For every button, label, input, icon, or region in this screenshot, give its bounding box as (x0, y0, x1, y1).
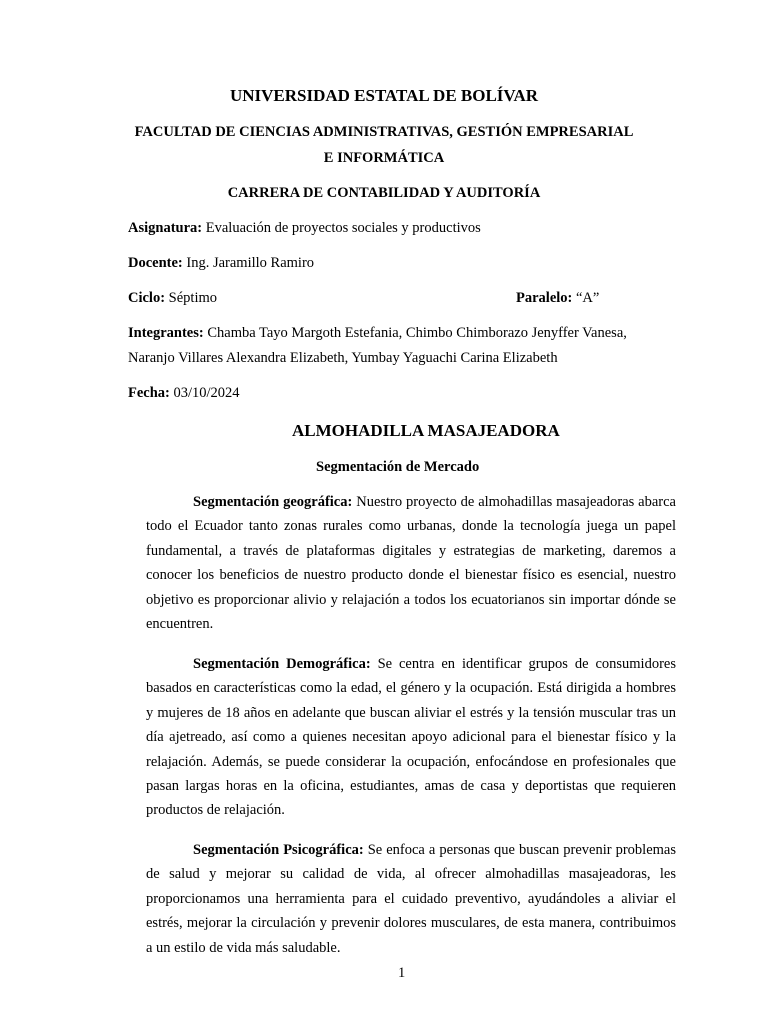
parallel-label: Paralelo: (516, 290, 573, 306)
members-line-1 (128, 325, 627, 342)
page-number: 1 (398, 965, 406, 981)
section-title: Segmentación de Mercado (316, 459, 480, 475)
members-line-2: Naranjo Villares Alexandra Elizabeth, Yumbay Yaguachi Carina Elizabeth (128, 350, 558, 366)
paragraph-label: Segmentación Demográfica: (193, 656, 371, 672)
paragraph-text: Nuestro proyecto de almohadillas masajeadoras abarca todo el Ecuador tanto zonas rurales como urbanas, donde la tecnología juega un papel fundamental, a través de plataformas digitales y estrategias de marketing, daremos a conocer los beneficios de nuestro producto donde el bienestar físico es esencial, nuestro objetivo es proporcionar alivio y relajación a todos los ecuatorianos sin importar dónde se encuentren. (146, 494, 676, 633)
paragraph-demographic (146, 652, 676, 823)
teacher-line (128, 255, 314, 272)
date-line (128, 385, 240, 402)
cycle-line (128, 290, 217, 307)
faculty-line-2: E INFORMÁTICA (323, 150, 445, 166)
parallel-line (516, 290, 599, 307)
document-title: ALMOHADILLA MASAJEADORA (292, 421, 560, 440)
members-value-1: Chamba Tayo Margoth Estefania, Chimbo Chimborazo Jenyffer Vanesa, (203, 325, 627, 341)
date-value: 03/10/2024 (169, 385, 240, 401)
subject-value: Evaluación de proyectos sociales y productivos (202, 220, 481, 236)
members-label: Integrantes: (128, 325, 204, 341)
cycle-value: Séptimo (165, 290, 218, 306)
teacher-label: Docente: (128, 255, 183, 271)
date-label: Fecha: (128, 385, 170, 401)
faculty-line-1: FACULTAD DE CIENCIAS ADMINISTRATIVAS, GESTIÓN EMPRESARIAL (134, 124, 634, 140)
university-name: UNIVERSIDAD ESTATAL DE BOLÍVAR (229, 86, 539, 105)
paragraph-text: Se centra en identificar grupos de consumidores basados en características como la edad, el género y la ocupación. Está dirigida a hombres y mujeres de 18 años en adelante que buscan aliviar el estrés y la tensión muscular tras un día ajetreado, así como a quienes necesitan apoyo adicional para el bienestar físico y la relajación. Además, se puede considerar la ocupación, enfocándose en profesionales que pasan largas horas en la oficina, estudiantes, amas de casa y deportistas que requieren productos de relajación. (146, 656, 676, 819)
paragraph-label: Segmentación Psicográfica: (193, 842, 364, 858)
cycle-label: Ciclo: (128, 290, 166, 306)
paragraph-geographic (146, 490, 676, 636)
paragraph-text: Se enfoca a personas que buscan prevenir problemas de salud y mejorar su calidad de vida, al ofrecer almohadillas masajeadoras, les proporcionamos una herramienta para el cuidado preventivo, ayudándoles a aliviar el estrés, mejorar la circulación y prevenir dolores musculares, de esta manera, contribuimos a un estilo de vida más saludable. (146, 842, 676, 956)
subject-line (128, 220, 481, 237)
teacher-value: Ing. Jaramillo Ramiro (182, 255, 315, 271)
paragraph-psychographic (146, 838, 676, 960)
subject-label: Asignatura: (128, 220, 203, 236)
parallel-value: “A” (572, 290, 600, 306)
career-name: CARRERA DE CONTABILIDAD Y AUDITORÍA (227, 185, 541, 201)
paragraph-label: Segmentación geográfica: (193, 494, 353, 510)
